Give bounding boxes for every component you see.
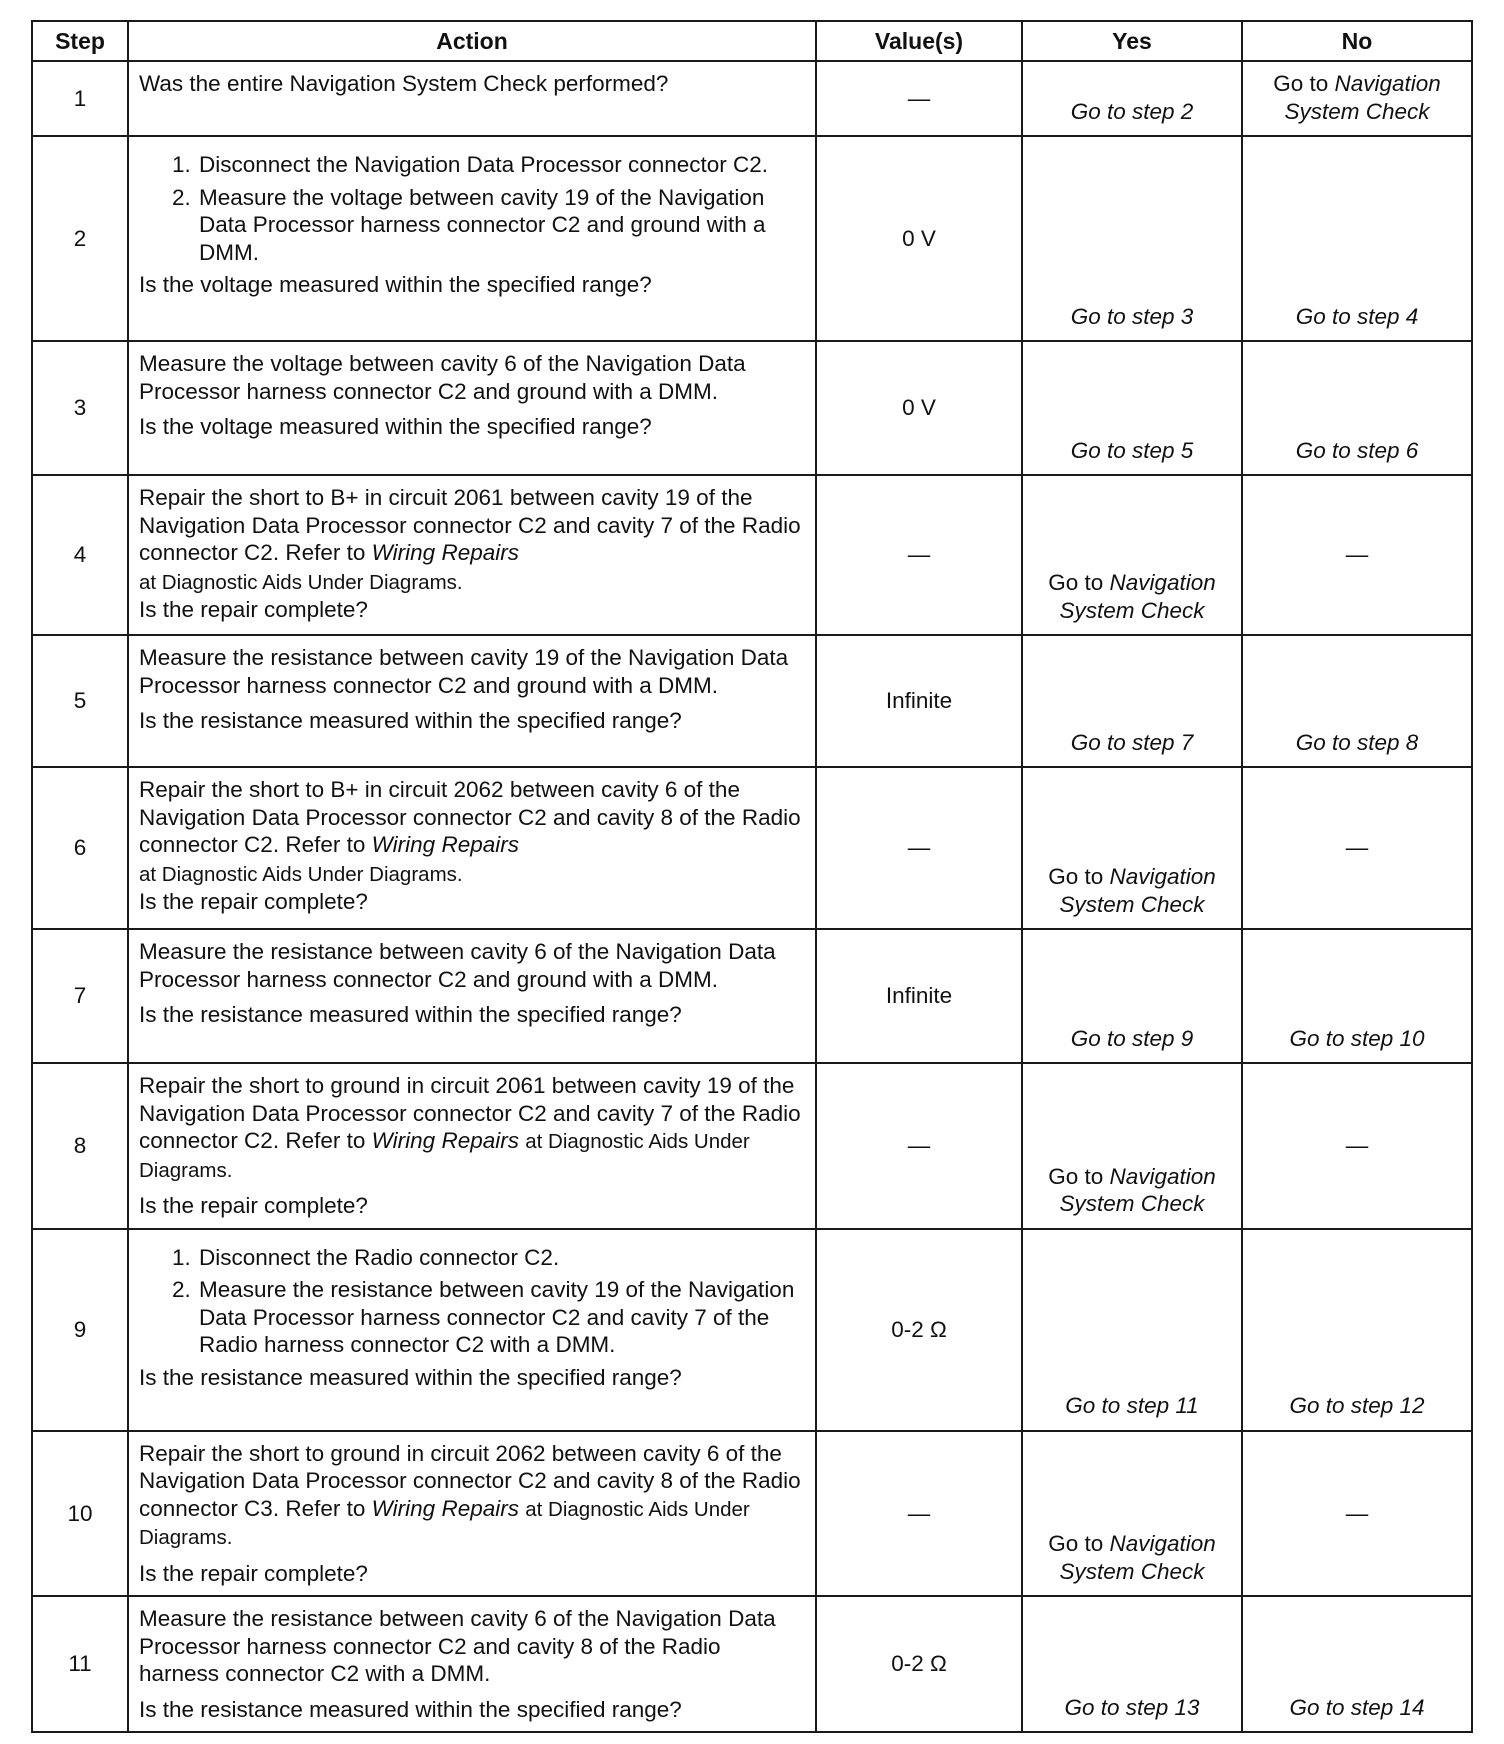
no-cell: — [1242, 475, 1472, 635]
list-item: 2. Measure the resistance between cavity 19 of the Navigation Data Processor harness connector C2 and cavity 7 of the Radio harness connector C2 with a DMM. [197, 1276, 805, 1359]
step-number: 7 [32, 929, 128, 1063]
table-row [32, 929, 1472, 1063]
action-text: Repair the short to ground in circuit 2062 between cavity 6 of the Navigation Data Processor connector C2 and cavity 8 of the Radio connector C3. Refer to [139, 1440, 801, 1521]
yes-cell [1022, 1431, 1242, 1597]
yes-reference: Navigation System Check [1059, 570, 1216, 623]
no-prefix: Go to [1273, 71, 1335, 96]
yes-prefix: Go to [1048, 1531, 1110, 1556]
action-question: Is the resistance measured within the specified range? [139, 1696, 682, 1722]
yes-prefix: Go to [1048, 1163, 1110, 1189]
action-text-block [139, 1440, 805, 1552]
step-number: 11 [32, 1596, 128, 1732]
header-step: Step [32, 21, 128, 61]
yes-cell: Go to step 5 [1022, 341, 1242, 475]
yes-prefix: Go to [1048, 864, 1110, 889]
yes-cell: Go to step 3 [1022, 136, 1242, 341]
value-cell: — [816, 767, 1022, 929]
wiring-repairs-reference: Wiring Repairs [371, 832, 519, 857]
diagnostic-table [31, 20, 1473, 1733]
yes-prefix: Go to [1048, 570, 1110, 595]
header-action: Action [128, 21, 816, 61]
value-cell: — [816, 475, 1022, 635]
action-text: Repair the short to B+ in circuit 2061 between cavity 19 of the Navigation Data Processor connector C2 and cavity 7 of the Radio connector C2. Refer to [139, 485, 801, 565]
action-cell [128, 1063, 816, 1229]
value-cell: — [816, 61, 1022, 136]
step-number: 8 [32, 1063, 128, 1229]
wiring-repairs-reference: Wiring Repairs [371, 1128, 519, 1153]
value-cell: 0 V [816, 136, 1022, 341]
diagnostic-aids-note: at Diagnostic Aids Under Diagrams. [139, 1130, 750, 1182]
value-cell: Infinite [816, 635, 1022, 767]
action-text: Repair the short to ground in circuit 2061 between cavity 19 of the Navigation Data Processor connector C2 and cavity 7 of the Radio connector C2. Refer to [139, 1073, 801, 1153]
step-number: 2 [32, 136, 128, 341]
action-cell [128, 635, 816, 767]
action-question: Is the voltage measured within the specified range? [139, 414, 652, 439]
yes-cell [1022, 767, 1242, 929]
action-steps-list [139, 151, 805, 266]
action-question: Is the repair complete? [139, 1560, 368, 1586]
no-cell: — [1242, 1063, 1472, 1229]
value-cell: Infinite [816, 929, 1022, 1063]
yes-cell: Go to step 2 [1022, 61, 1242, 136]
yes-reference: Navigation System Check [1059, 1163, 1216, 1216]
yes-reference: Navigation System Check [1059, 1531, 1216, 1584]
action-text-block [139, 776, 805, 859]
table-row [32, 61, 1472, 136]
step-number: 1 [32, 61, 128, 136]
action-cell [128, 1229, 816, 1431]
no-reference: Navigation System Check [1284, 71, 1441, 124]
table-row [32, 1431, 1472, 1597]
header-no: No [1242, 21, 1472, 61]
yes-cell [1022, 1063, 1242, 1229]
action-text: Was the entire Navigation System Check performed? [139, 71, 669, 96]
step-number: 4 [32, 475, 128, 635]
header-row [32, 21, 1472, 61]
action-text: Measure the voltage between cavity 6 of the Navigation Data Processor harness connector C2 and ground with a DMM. [139, 351, 746, 404]
table-row [32, 1596, 1472, 1732]
action-cell [128, 475, 816, 635]
value-cell: — [816, 1431, 1022, 1597]
table-row [32, 1063, 1472, 1229]
action-text: Measure the resistance between cavity 19 of the Navigation Data Processor harness connector C2 and ground with a DMM. [139, 645, 789, 698]
action-steps-list [139, 1244, 805, 1359]
no-cell: Go to step 10 [1242, 929, 1472, 1063]
value-cell: — [816, 1063, 1022, 1229]
action-question: Is the voltage measured within the specified range? [139, 272, 652, 297]
value-cell: 0-2 Ω [816, 1229, 1022, 1431]
action-question: Is the repair complete? [139, 597, 368, 622]
value-cell: 0 V [816, 341, 1022, 475]
action-cell [128, 341, 816, 475]
step-number: 9 [32, 1229, 128, 1431]
action-cell [128, 1596, 816, 1732]
table-row [32, 767, 1472, 929]
no-cell: Go to step 14 [1242, 1596, 1472, 1732]
header-yes: Yes [1022, 21, 1242, 61]
action-text-block [139, 484, 805, 567]
action-cell [128, 61, 816, 136]
table-row [32, 136, 1472, 341]
wiring-repairs-reference: Wiring Repairs [371, 1495, 519, 1521]
step-number: 10 [32, 1431, 128, 1597]
no-cell: Go to step 4 [1242, 136, 1472, 341]
table-row [32, 341, 1472, 475]
action-question: Is the resistance measured within the specified range? [139, 708, 682, 733]
diagnostic-table-sheet [31, 20, 1471, 1733]
value-cell: 0-2 Ω [816, 1596, 1022, 1732]
yes-cell: Go to step 7 [1022, 635, 1242, 767]
no-cell: Go to step 12 [1242, 1229, 1472, 1431]
yes-cell [1022, 475, 1242, 635]
action-cell [128, 767, 816, 929]
action-cell [128, 136, 816, 341]
action-text: Measure the resistance between cavity 6 of the Navigation Data Processor harness connector C2 and cavity 8 of the Radio harness connector C2 with a DMM. [139, 1606, 776, 1686]
no-cell [1242, 61, 1472, 136]
header-values: Value(s) [816, 21, 1022, 61]
table-row [32, 1229, 1472, 1431]
list-item: 2. Measure the voltage between cavity 19 of the Navigation Data Processor harness connector C2 and ground with a DMM. [197, 184, 805, 267]
diagnostic-aids-note: at Diagnostic Aids Under Diagrams. [139, 862, 463, 886]
step-number: 5 [32, 635, 128, 767]
table-row [32, 475, 1472, 635]
yes-reference: Navigation System Check [1059, 864, 1216, 917]
table-row [32, 635, 1472, 767]
diagnostic-aids-note: at Diagnostic Aids Under Diagrams. [139, 1497, 750, 1549]
yes-cell: Go to step 13 [1022, 1596, 1242, 1732]
no-cell: Go to step 8 [1242, 635, 1472, 767]
action-question: Is the resistance measured within the specified range? [139, 1364, 682, 1390]
wiring-repairs-reference: Wiring Repairs [371, 540, 519, 565]
action-question: Is the repair complete? [139, 1193, 368, 1218]
action-text: Repair the short to B+ in circuit 2062 between cavity 6 of the Navigation Data Processor connector C2 and cavity 8 of the Radio connector C2. Refer to [139, 777, 801, 857]
action-cell [128, 1431, 816, 1597]
action-question: Is the repair complete? [139, 889, 368, 914]
step-number: 6 [32, 767, 128, 929]
no-cell: — [1242, 1431, 1472, 1597]
action-question: Is the resistance measured within the specified range? [139, 1002, 682, 1027]
yes-cell: Go to step 11 [1022, 1229, 1242, 1431]
list-item: 1. Disconnect the Navigation Data Processor connector C2. [197, 151, 805, 179]
action-text-block [139, 1072, 805, 1184]
no-cell: Go to step 6 [1242, 341, 1472, 475]
list-item: 1. Disconnect the Radio connector C2. [197, 1244, 805, 1272]
action-cell [128, 929, 816, 1063]
action-text: Measure the resistance between cavity 6 of the Navigation Data Processor harness connector C2 and ground with a DMM. [139, 939, 776, 992]
no-cell: — [1242, 767, 1472, 929]
yes-cell: Go to step 9 [1022, 929, 1242, 1063]
diagnostic-aids-note: at Diagnostic Aids Under Diagrams. [139, 570, 463, 594]
step-number: 3 [32, 341, 128, 475]
